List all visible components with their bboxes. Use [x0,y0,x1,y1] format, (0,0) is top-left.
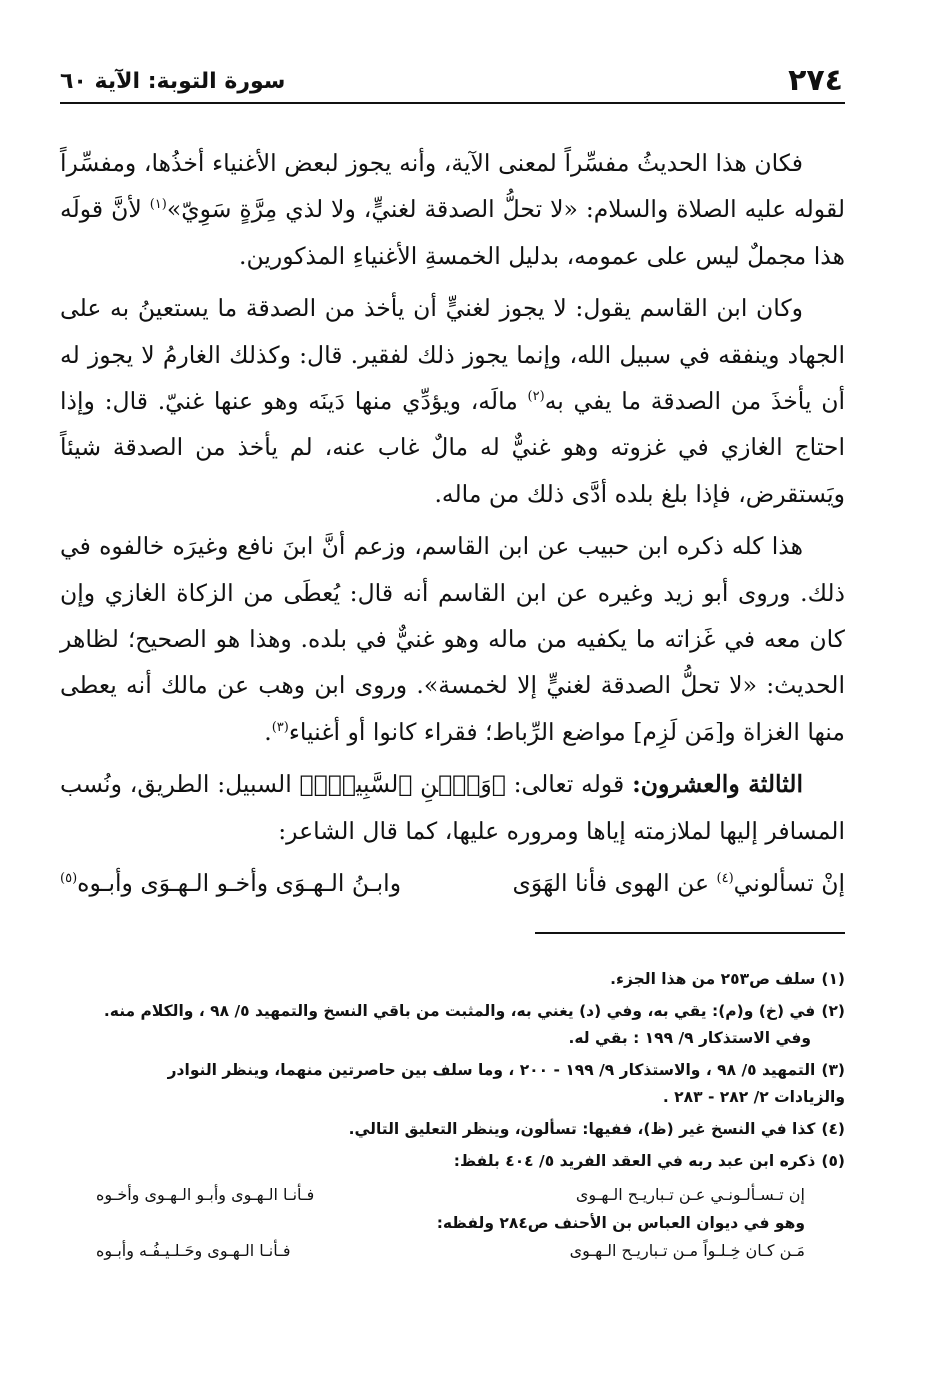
page-number: ٢٧٤ [788,63,843,98]
footnote-separator [535,932,845,934]
footnote-ref-4[interactable]: (٤) [716,871,734,887]
footnote-5-verse-2: مَـن كـان خِـلـواً مـن تـباريـح الـهـوى فـأنـا الـهـوى وحَـلـيـفُـه وأبـوه [96,1241,805,1260]
running-title: سورة التوبة: الآية ٦٠ [60,69,286,94]
verse-second-hemistich: وابـنُ الـهـوَى وأخـو الـهـوَى وأبـوه$^{(٥)}$ [60,869,402,898]
footnote-ref-5[interactable]: (٥) [60,871,78,887]
footnote-2: (٢)في (خ) و(م): يقي به، وفي (د) يغني به، والمثبت من باقي النسخ والتمهيد ٥/ ٩٨ ، والكلام منه. وفي الاستذكار ٩/ ١٩٩ : بقي له. [103,1002,845,1047]
paragraph-4: الثالثة والعشرون: قوله تعالى: ﴿وَٱبۡنِ ٱلسَّبِيلِۖ﴾ السبيل: الطريق، ونُسب المسافر إليها لملازمته إياها ومروره عليها، كما قال الشاعر: [60,770,845,845]
footnote-1: (١)سلف ص٢٥٣ من هذا الجزء. [610,970,845,988]
footnote-5: (٥)ذكره ابن عبد ربه في العقد الفريد ٥/ ٤٠٤ بلفظ: [453,1152,845,1170]
verse-first-hemistich: إنْ تسألوني$^{(٤)}$ عن الهوى فأنا الهَوَى [512,869,845,898]
book-page [60,58,845,1358]
paragraph-3: هذا كله ذكره ابن حبيب عن ابن القاسم، وزعم أنَّ ابنَ نافع وغيرَه خالفوه في ذلك. وروى أبو زيد وغيره عن ابن القاسم أنه قال: يُعطَى من الزكاة الغازي وإن كان معه في غَزاته ما يكفيه من ماله وهو غنيٌّ في بلده. وهذا هو الصحيح؛ لظاهر الحديث: «لا تحلُّ الصدقة لغنيٍّ إلا لخمسة». وروى ابن وهب عن مالك أنه يعطى منها الغزاة و[مَن لَزِم] مواضع الرِّباط؛ فقراء كانوا أو أغنياء$^{(٣)}$. [60,532,845,746]
poetry-verse [60,860,845,906]
footnote-3: (٣)التمهيد ٥/ ٩٨ ، والاستذكار ٩/ ١٩٩ - ٢٠٠ ، وما سلف بين حاصرتين منهما، وينظر النوادر والزيادات ٢/ ٢٨٢ - ٢٨٣ . [167,1061,845,1106]
footnote-ref-1[interactable]: (١) [149,197,167,213]
footnotes [60,966,845,1266]
footnote-5-verse-1: إن تـسـألـونـي عـن تـباريـح الـهـوى فـأنـا الـهـوى وأبـو الـهـوى وأخـوه [96,1185,805,1204]
main-text [60,140,845,907]
paragraph-2: وكان ابن القاسم يقول: لا يجوز لغنيٍّ أن يأخذ من الصدقة ما يستعينُ به على الجهاد وينفقه في سبيل الله، وإنما يجوز ذلك لفقير. قال: وكذلك الغارمُ لا يجوز له أن يأخذَ من الصدقة ما يفي به$^{(٢)}$ مالَه، ويؤدِّي منها دَينَه وهو عنها غنيّ. قال: وإذا احتاج الغازي في غزوته وهو غنيٌّ له مالٌ غاب عنه، لم يأخذ من الصدقة شيئاً ويَستقرض، فإذا بلغ بلده أدَّى ذلك من ماله. [60,294,845,508]
footnote-5-note: وهو في ديوان العباس بن الأحنف ص٢٨٤ ولفظه: [436,1214,805,1232]
footnote-ref-3[interactable]: (٣) [271,720,289,736]
paragraph-1: فكان هذا الحديثُ مفسِّراً لمعنى الآية، وأنه يجوز لبعض الأغنياء أخذُها، ومفسِّراً لقوله عليه الصلاة والسلام: «لا تحلُّ الصدقة لغنيٍّ، ولا لذي مِرَّةٍ سَوِيّ»$^{(١)}$ لأنَّ قولَه هذا مجملٌ ليس على عمومه، بدليل الخمسةِ الأغنياءِ المذكورين. [60,149,845,270]
footnote-ref-2[interactable]: (٢) [527,389,545,405]
section-lead: الثالثة والعشرون: [632,770,803,799]
footnote-4: (٤)كذا في النسخ غير (ظ)، ففيها: تسألون، وينظر التعليق التالي. [348,1120,845,1138]
page-header [60,58,845,104]
